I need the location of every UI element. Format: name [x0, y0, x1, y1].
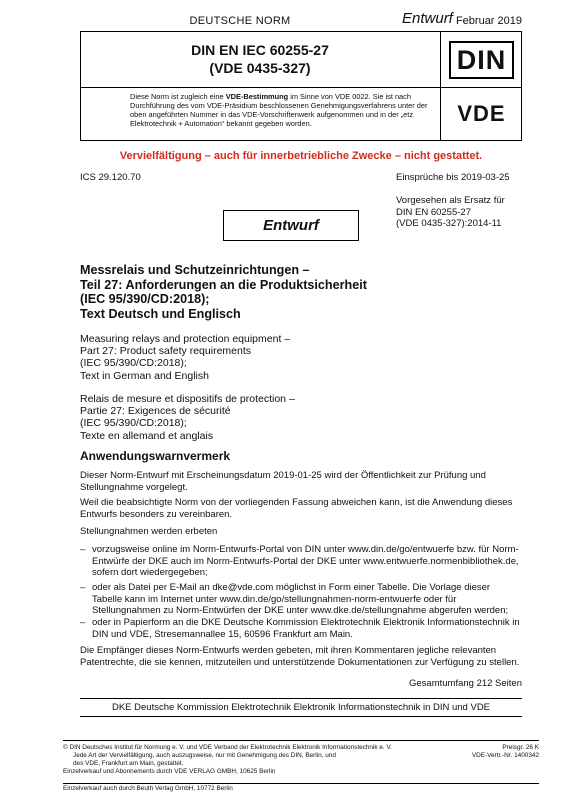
- bullet-text: oder in Papierform an die DKE Deutsche Kommission Elektrotechnik Elektronik Informationstechnik in DIN und VDE, Stresemannallee 15, 60596 Frankfurt am Main.: [92, 617, 520, 640]
- application-paragraph-3: Stellungnahmen werden erbeten: [80, 526, 218, 537]
- replacement-line-2: DIN EN 60255-27: [396, 206, 471, 218]
- copyright-block: [63, 744, 463, 776]
- title-fr-line-3: (IEC 95/390/CD:2018);: [80, 417, 187, 430]
- title-en-line-3: (IEC 95/390/CD:2018);: [80, 357, 187, 370]
- ics-code: ICS 29.120.70: [80, 172, 141, 183]
- bullet-dash: –: [80, 582, 86, 593]
- vde-note: [130, 92, 435, 128]
- title-de-line-3: (IEC 95/390/CD:2018);: [80, 292, 210, 306]
- vde-number: (VDE 0435-327): [209, 60, 311, 76]
- vde-order-number: VDE-Vertr.-Nr. 1400342: [471, 752, 539, 759]
- title-de-line-2: Teil 27: Anforderungen an die Produktsicherheit: [80, 277, 367, 292]
- entwurf-header-label: Entwurf: [402, 10, 453, 27]
- title-french: [80, 393, 480, 442]
- copyright-line-2: Jede Art der Vervielfältigung, auch auszugsweise, nur mit Genehmigung des DIN, Berlin, und: [73, 752, 336, 759]
- copyright-line-1: © DIN Deutsches Institut für Normung e. V. und VDE Verband der Elektrotechnik Elektronik Informationstechnik e. V.: [63, 744, 392, 751]
- title-de-line-4: Text Deutsch und Englisch: [80, 306, 241, 321]
- copyright-line-3: des VDE, Frankfurt am Main, gestattet.: [73, 760, 184, 767]
- dke-footer: DKE Deutsche Kommission Elektrotechnik Elektronik Informationstechnik in DIN und VDE: [111, 702, 491, 713]
- einsprueche-date: Einsprüche bis 2019-03-25: [396, 172, 510, 183]
- application-paragraph-4: Die Empfänger dieses Norm-Entwurfs werden gebeten, mit ihren Kommentaren jegliche relevanten Patentrechte, die sie kennen, mitzuteilen und unterstützende Dokumentationen zur Verfügung zu stellen.: [80, 645, 520, 668]
- standard-number-block: [80, 41, 440, 77]
- footer-rule-2: [63, 783, 539, 784]
- title-de-line-1: Messrelais und Schutzeinrichtungen –: [80, 263, 310, 277]
- application-paragraph-1: Dieser Norm-Entwurf mit Erscheinungsdatum 2019-01-25 wird der Öffentlichkeit zur Prüfung und Stellungnahme vorgelegt.: [80, 470, 486, 493]
- vde-note-prefix: Diese Norm ist zugleich eine: [130, 92, 226, 101]
- bullet-dash: –: [80, 544, 86, 555]
- sales-line-1: Einzelverkauf und Abonnements durch VDE VERLAG GMBH, 10625 Berlin: [63, 768, 276, 775]
- document-header: [80, 8, 522, 31]
- bullet-text: vorzugsweise online im Norm-Entwurfs-Portal von DIN unter www.din.de/go/entwuerfe bzw. für Norm-Entwürfe der DKE auch im Norm-Entwurfs-Portal der DKE unter www.entwuerfe.normenbibliothek.de, sofern dort wiedergegeben;: [92, 544, 519, 579]
- bullet-text: oder als Datei per E-Mail an dke@vde.com möglichst in Form einer Tabelle. Die Vorlage dieser Tabelle kann im Internet unter www.din.de/go/stellungnahmen-norm-entwuerfe oder für Stellungnahmen zu Norm-Entwürfen der DKE unter www.dke.de/stellungnahme abgerufen werden;: [92, 582, 509, 617]
- vde-note-bold: VDE-Bestimmung: [225, 92, 289, 101]
- price-group: Preisgr. 26 K: [502, 744, 539, 751]
- din-logo-text: DIN: [449, 41, 515, 79]
- vde-logo: VDE: [440, 87, 522, 141]
- bullet-dash: –: [80, 617, 86, 628]
- replacement-line-1: Vorgesehen als Ersatz für: [396, 195, 505, 206]
- application-paragraph-2: Weil die beabsichtigte Norm von der vorliegenden Fassung abweichen kann, ist die Anwendung dieses Entwurfs besonders zu vereinbaren.: [80, 497, 513, 520]
- footer-rule: [63, 740, 539, 741]
- sales-line-2: Einzelverkauf auch durch Beuth Verlag GmbH, 10772 Berlin: [63, 785, 233, 792]
- standard-number: DIN EN IEC 60255-27: [191, 42, 329, 58]
- application-warning-heading: Anwendungswarnvermerk: [80, 449, 231, 463]
- issue-date: Februar 2019: [455, 15, 522, 27]
- title-english: [80, 333, 480, 382]
- dke-rule-bottom: [80, 716, 522, 717]
- norm-type-label: DEUTSCHE NORM: [189, 15, 291, 27]
- total-pages: Gesamtumfang 212 Seiten: [408, 678, 522, 689]
- title-fr-line-1: Relais de mesure et dispositifs de protection –: [80, 393, 295, 405]
- replacement-note: [396, 195, 505, 230]
- title-en-line-4: Text in German and English: [80, 369, 209, 382]
- title-fr-line-2: Partie 27: Exigences de sécurité: [80, 405, 231, 418]
- title-german: [80, 263, 480, 321]
- entwurf-stamp: Entwurf: [223, 210, 359, 241]
- title-en-line-2: Part 27: Product safety requirements: [80, 345, 251, 358]
- replacement-line-3: (VDE 0435-327):2014-11: [396, 218, 502, 229]
- title-fr-line-4: Texte en allemand et anglais: [80, 429, 214, 442]
- reproduction-warning: Vervielfältigung – auch für innerbetriebliche Zwecke – nicht gestattet.: [119, 150, 483, 162]
- price-block: [472, 744, 539, 760]
- vde-note-rest: im Sinne von VDE 0022. Sie ist nach Durchführung des vom VDE-Präsidium beschlossenen Genehmigungsverfahrens unter der oben angeführten Nummer in das VDE-Vorschriftenwerk aufgenommen und in der „etz Elektrotechnik + Automation“ bekannt gegeben worden.: [130, 92, 428, 128]
- dke-rule-top: [80, 698, 522, 699]
- din-logo: [440, 32, 522, 87]
- title-en-line-1: Measuring relays and protection equipment –: [80, 333, 291, 345]
